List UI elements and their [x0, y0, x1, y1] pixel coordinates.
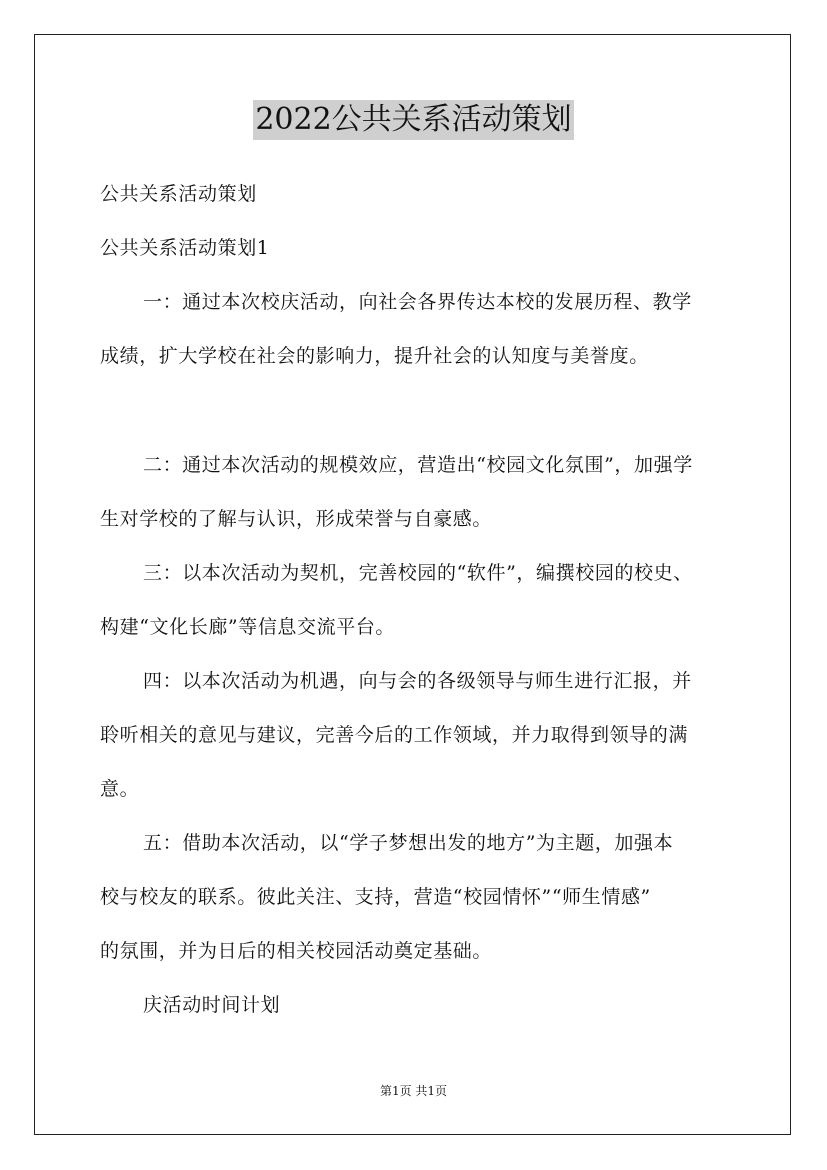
- page-footer: 第1页 共1页: [379, 1084, 448, 1098]
- paragraph-5-line-2: 校与校友的联系。彼此关注、支持，营造“校园情怀”“师生情感”: [100, 886, 651, 908]
- paragraph-2-line-2: 生对学校的了解与认识，形成荣誉与自豪感。: [100, 508, 493, 530]
- paragraph-5-line-3: 的氛围，并为日后的相关校园活动奠定基础。: [100, 940, 493, 962]
- paragraph-5-line-1: 五：借助本次活动，以“学子梦想出发的地方”为主题，加强本: [143, 832, 674, 854]
- paragraph-3-line-1: 三：以本次活动为契机，完善校园的“软件”，编撰校园的校史、: [143, 562, 693, 584]
- paragraph-4-line-3: 意。: [100, 778, 140, 800]
- paragraph-2-line-1: 二：通过本次活动的规模效应，营造出“校园文化氛围”，加强学: [143, 454, 693, 476]
- text-line-subtitle: 公共关系活动策划: [100, 183, 257, 205]
- paragraph-1-line-1: 一：通过本次校庆活动，向社会各界传达本校的发展历程、教学: [143, 291, 692, 313]
- title-container: [0, 100, 827, 140]
- paragraph-3-line-2: 构建“文化长廊”等信息交流平台。: [100, 616, 396, 638]
- paragraph-6-line-1: 庆活动时间计划: [143, 994, 281, 1016]
- document-title: 2022公共关系活动策划: [253, 100, 573, 140]
- paragraph-4-line-2: 聆听相关的意见与建议，完善今后的工作领域，并力取得到领导的满: [100, 724, 689, 746]
- paragraph-1-line-2: 成绩，扩大学校在社会的影响力，提升社会的认知度与美誉度。: [100, 345, 649, 367]
- paragraph-4-line-1: 四：以本次活动为机遇，向与会的各级领导与师生进行汇报，并: [143, 670, 692, 692]
- text-line-section-heading: 公共关系活动策划1: [100, 237, 270, 259]
